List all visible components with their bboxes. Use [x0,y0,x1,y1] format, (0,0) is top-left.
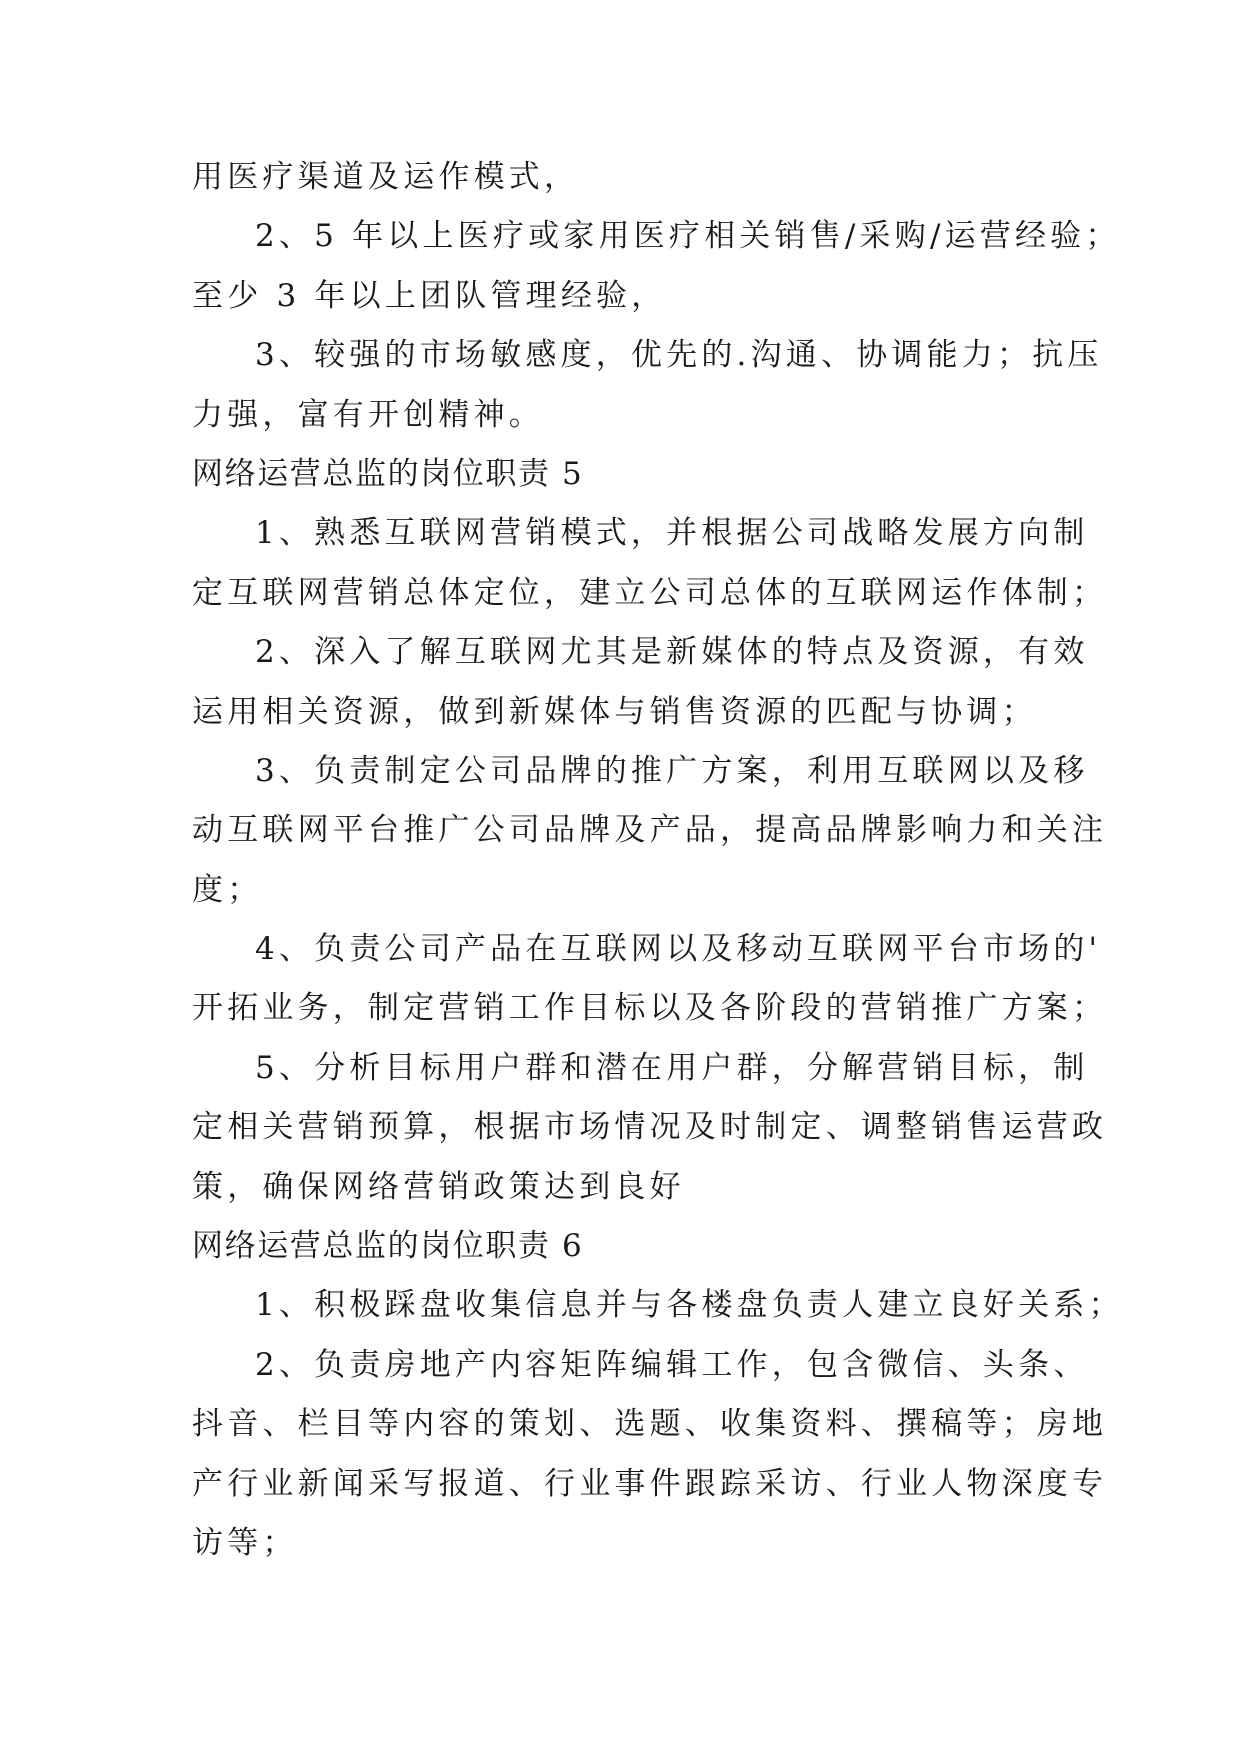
document-page [192,148,1124,1573]
text-line: 抖音、栏目等内容的策划、选题、收集资料、撰稿等；房地 [192,1406,1108,1443]
section-heading: 网络运营总监的岗位职责 5 [192,455,584,492]
text-line: 2、5 年以上医疗或家用医疗相关销售/采购/运营经验； [255,218,1121,255]
text-line: 策，确保网络营销政策达到良好 [192,1168,685,1205]
text-line: 用医疗渠道及运作模式， [192,159,580,195]
text-line: 2、负责房地产内容矩阵编辑工作，包含微信、头条、 [255,1346,1089,1383]
text-line: 运用相关资源，做到新媒体与销售资源的匹配与协调； [192,693,1037,730]
text-line: 1、积极踩盘收集信息并与各楼盘负责人建立良好关系； [255,1287,1124,1324]
section-heading: 网络运营总监的岗位职责 6 [192,1228,584,1265]
text-line: 5、分析目标用户群和潜在用户群，分解营销目标，制 [255,1049,1089,1086]
text-line: 产行业新闻采写报道、行业事件跟踪采访、行业人物深度专 [192,1465,1108,1502]
text-line: 3、较强的市场敏感度，优先的.沟通、协调能力；抗压 [255,337,1103,374]
text-line: 开拓业务，制定营销工作目标以及各阶段的营销推广方案； [192,990,1108,1027]
text-line: 度； [192,871,263,908]
text-line: 3、负责制定公司品牌的推广方案，利用互联网以及移 [255,752,1089,789]
text-line: 力强，富有开创精神。 [192,396,544,433]
text-line: 2、深入了解互联网尤其是新媒体的特点及资源，有效 [255,634,1089,671]
text-line: 定相关营销预算，根据市场情况及时制定、调整销售运营政 [192,1109,1108,1146]
text-line: 4、负责公司产品在互联网以及移动互联网平台市场的' [255,931,1102,968]
text-line: 1、熟悉互联网营销模式，并根据公司战略发展方向制 [255,515,1089,552]
text-line: 定互联网营销总体定位，建立公司总体的互联网运作体制； [192,574,1108,611]
text-line: 访等； [192,1524,298,1561]
text-line: 至少 3 年以上团队管理经验， [192,277,667,314]
text-line: 动互联网平台推广公司品牌及产品，提高品牌影响力和关注 [192,812,1108,849]
